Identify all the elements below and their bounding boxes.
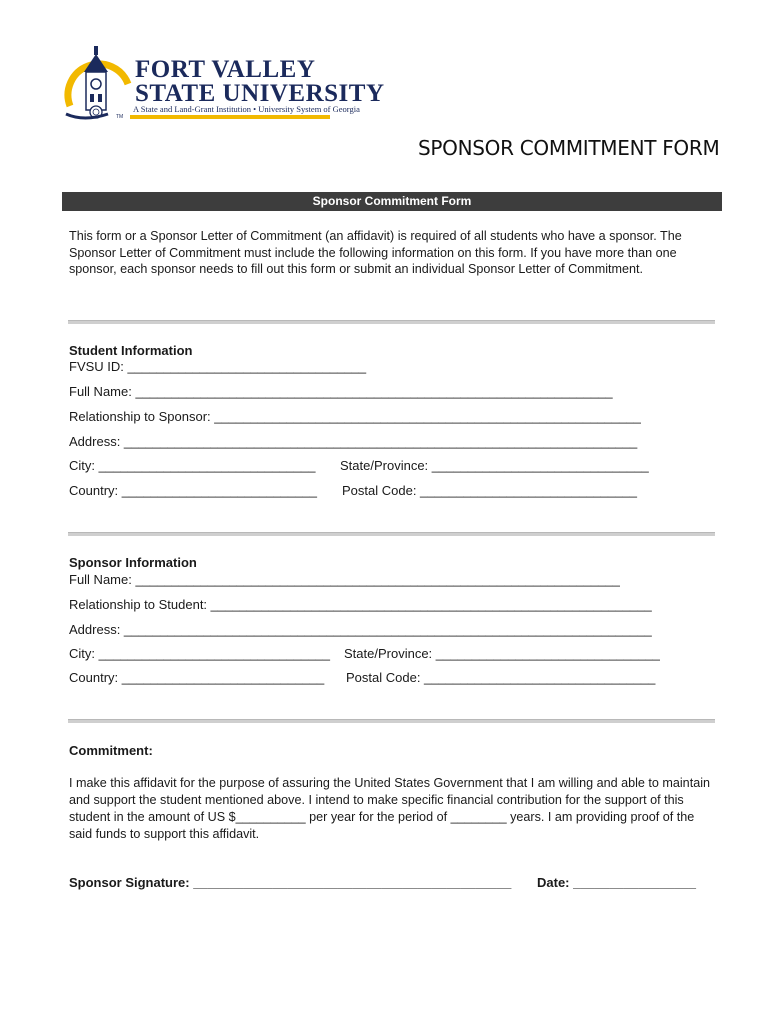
student-info-heading: Student Information xyxy=(69,343,193,358)
logo-trademark: TM xyxy=(116,114,124,120)
student-full-name-field[interactable]: Full Name: __________________________________________________________________ xyxy=(69,384,613,399)
student-fvsu-id-field[interactable]: FVSU ID: _________________________________ xyxy=(69,359,367,374)
sponsor-info-heading: Sponsor Information xyxy=(69,555,197,570)
sponsor-relationship-field[interactable]: Relationship to Student: _____________________________________________________________ xyxy=(69,597,652,612)
student-state-field[interactable]: State/Province: ______________________________ xyxy=(340,458,649,473)
sponsor-state-field[interactable]: State/Province: _______________________________ xyxy=(344,646,660,661)
commitment-paragraph: I make this affidavit for the purpose of assuring the United States Government that I am willing and able to maintain and support the student mentioned above. I intend to make specific financial contribution for the support of this student in the amount of US $__________ per year for the period of ________ years. I am providing proof of the said funds to support this affidavit. xyxy=(69,776,710,841)
separator xyxy=(68,719,715,723)
date-field[interactable]: Date: _________________ xyxy=(537,875,697,890)
separator xyxy=(68,532,715,536)
sponsor-postal-field[interactable]: Postal Code: ________________________________ xyxy=(346,670,656,685)
student-postal-field[interactable]: Postal Code: ______________________________ xyxy=(342,483,637,498)
logo-line-2: STATE UNIVERSITY xyxy=(135,80,385,107)
student-address-field[interactable]: Address: _______________________________________________________________________ xyxy=(69,434,638,449)
sponsor-signature-field[interactable]: Sponsor Signature: ____________________________________________ xyxy=(69,875,512,890)
student-city-field[interactable]: City: ______________________________ xyxy=(69,458,316,473)
clock-tower-seal-icon xyxy=(64,44,134,124)
sponsor-address-field[interactable]: Address: _________________________________________________________________________ xyxy=(69,622,652,637)
intro-paragraph: This form or a Sponsor Letter of Commitment (an affidavit) is required of all students who have a sponsor. The Sponsor Letter of Commitment must include the following information on this form. If you have more than one sponsor, each sponsor needs to fill out this form or submit an individual Sponsor Letter of Commitment. xyxy=(69,229,682,277)
sponsor-city-field[interactable]: City: ________________________________ xyxy=(69,646,330,661)
logo-gold-bar xyxy=(130,115,330,119)
sponsor-full-name-field[interactable]: Full Name: ___________________________________________________________________ xyxy=(69,572,620,587)
section-header-bar: Sponsor Commitment Form xyxy=(62,192,722,211)
sponsor-country-field[interactable]: Country: ____________________________ xyxy=(69,670,325,685)
logo-line-1: FORT VALLEY xyxy=(135,56,316,83)
student-relationship-field[interactable]: Relationship to Sponsor: ___________________________________________________________ xyxy=(69,409,641,424)
commitment-heading: Commitment: xyxy=(69,743,153,758)
logo-tagline: A State and Land-Grant Institution • University System of Georgia xyxy=(133,104,360,114)
separator xyxy=(68,320,715,324)
form-title: SPONSOR COMMITMENT FORM xyxy=(418,136,720,160)
student-country-field[interactable]: Country: ___________________________ xyxy=(69,483,317,498)
